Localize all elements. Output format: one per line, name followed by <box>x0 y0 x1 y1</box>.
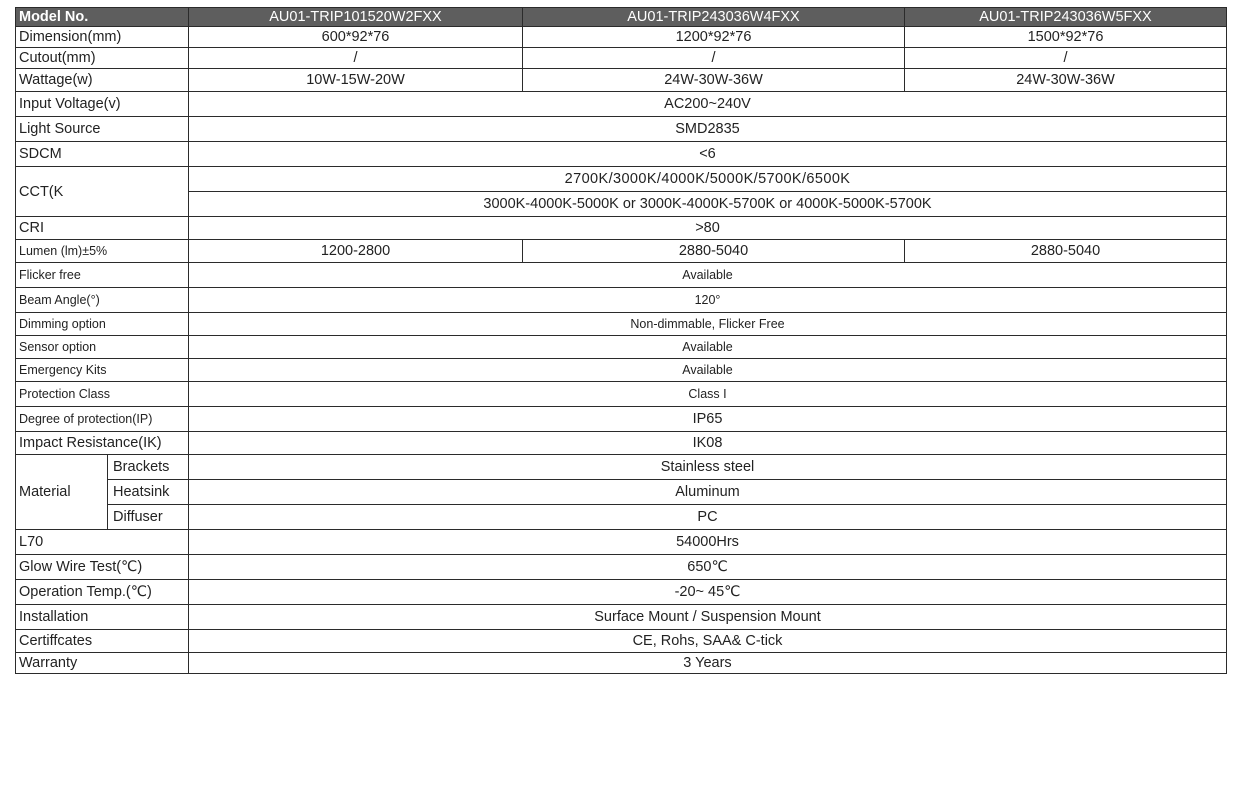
header-row <box>16 8 1227 27</box>
row-l70 <box>16 530 1227 555</box>
material-sub-label: Diffuser <box>108 505 189 530</box>
row-label: Degree of protection(IP) <box>16 407 189 432</box>
glow-wire-value: 650℃ <box>189 555 1227 580</box>
wattage-value-1: 10W-15W-20W <box>189 69 523 92</box>
dimension-value-1: 600*92*76 <box>189 27 523 48</box>
wattage-value-2: 24W-30W-36W <box>523 69 905 92</box>
row-label: Dimming option <box>16 313 189 336</box>
row-emergency <box>16 359 1227 382</box>
wattage-value-3: 24W-30W-36W <box>905 69 1227 92</box>
brackets-value: Stainless steel <box>189 455 1227 480</box>
row-cct <box>16 167 1227 192</box>
row-label: Light Source <box>16 117 189 142</box>
row-lumen <box>16 240 1227 263</box>
row-ik <box>16 432 1227 455</box>
lumen-value-2: 2880-5040 <box>523 240 905 263</box>
row-label: Emergency Kits <box>16 359 189 382</box>
row-glow-wire <box>16 555 1227 580</box>
cct-value-2: 3000K-4000K-5000K or 3000K-4000K-5700K or 4000K-5000K-5700K <box>189 192 1227 217</box>
beam-angle-value: 120° <box>189 288 1227 313</box>
row-light-source <box>16 117 1227 142</box>
row-label: CRI <box>16 217 189 240</box>
row-dimension <box>16 27 1227 48</box>
row-label: Impact Resistance(IK) <box>16 432 189 455</box>
row-material-heatsink <box>16 480 1227 505</box>
protection-class-value: Class I <box>189 382 1227 407</box>
row-cri <box>16 217 1227 240</box>
l70-value: 54000Hrs <box>189 530 1227 555</box>
sensor-value: Available <box>189 336 1227 359</box>
model-header-2: AU01-TRIP243036W4FXX <box>523 8 905 27</box>
cutout-value-1: / <box>189 48 523 69</box>
row-label: Cutout(mm) <box>16 48 189 69</box>
row-label: CCT(K <box>16 167 189 217</box>
diffuser-value: PC <box>189 505 1227 530</box>
row-input-voltage <box>16 92 1227 117</box>
row-wattage <box>16 69 1227 92</box>
row-sdcm <box>16 142 1227 167</box>
row-label: L70 <box>16 530 189 555</box>
row-label: Sensor option <box>16 336 189 359</box>
cct-value-1: 2700K/3000K/4000K/5000K/5700K/6500K <box>189 167 1227 192</box>
ip-value: IP65 <box>189 407 1227 432</box>
row-warranty <box>16 653 1227 674</box>
lumen-value-3: 2880-5040 <box>905 240 1227 263</box>
dimension-value-3: 1500*92*76 <box>905 27 1227 48</box>
row-dimming <box>16 313 1227 336</box>
ik-value: IK08 <box>189 432 1227 455</box>
input-voltage-value: AC200~240V <box>189 92 1227 117</box>
heatsink-value: Aluminum <box>189 480 1227 505</box>
sdcm-value: <6 <box>189 142 1227 167</box>
lumen-value-1: 1200-2800 <box>189 240 523 263</box>
dimension-value-2: 1200*92*76 <box>523 27 905 48</box>
row-material-diffuser <box>16 505 1227 530</box>
row-label: Certiffcates <box>16 630 189 653</box>
row-label: Warranty <box>16 653 189 674</box>
emergency-value: Available <box>189 359 1227 382</box>
row-operation-temp <box>16 580 1227 605</box>
certificates-value: CE, Rohs, SAA& C-tick <box>189 630 1227 653</box>
model-header-3: AU01-TRIP243036W5FXX <box>905 8 1227 27</box>
row-cutout <box>16 48 1227 69</box>
row-label: Installation <box>16 605 189 630</box>
material-sub-label: Heatsink <box>108 480 189 505</box>
cutout-value-3: / <box>905 48 1227 69</box>
row-label: Flicker free <box>16 263 189 288</box>
row-label: Dimension(mm) <box>16 27 189 48</box>
row-label: Protection Class <box>16 382 189 407</box>
row-label: Beam Angle(°) <box>16 288 189 313</box>
model-header-1: AU01-TRIP101520W2FXX <box>189 8 523 27</box>
row-material-brackets <box>16 455 1227 480</box>
cutout-value-2: / <box>523 48 905 69</box>
row-sensor <box>16 336 1227 359</box>
row-cct-options <box>16 192 1227 217</box>
dimming-value: Non-dimmable, Flicker Free <box>189 313 1227 336</box>
row-label: Operation Temp.(℃) <box>16 580 189 605</box>
flicker-value: Available <box>189 263 1227 288</box>
row-label: Lumen (lm)±5% <box>16 240 189 263</box>
spec-table <box>15 7 1227 674</box>
row-flicker <box>16 263 1227 288</box>
row-ip <box>16 407 1227 432</box>
row-installation <box>16 605 1227 630</box>
row-beam-angle <box>16 288 1227 313</box>
operation-temp-value: -20~ 45℃ <box>189 580 1227 605</box>
light-source-value: SMD2835 <box>189 117 1227 142</box>
row-label: Material <box>16 455 108 530</box>
model-no-header: Model No. <box>16 8 189 27</box>
row-label: Glow Wire Test(℃) <box>16 555 189 580</box>
row-certificates <box>16 630 1227 653</box>
row-label: Wattage(w) <box>16 69 189 92</box>
cri-value: >80 <box>189 217 1227 240</box>
row-label: Input Voltage(v) <box>16 92 189 117</box>
row-label: SDCM <box>16 142 189 167</box>
material-sub-label: Brackets <box>108 455 189 480</box>
row-protection-class <box>16 382 1227 407</box>
warranty-value: 3 Years <box>189 653 1227 674</box>
installation-value: Surface Mount / Suspension Mount <box>189 605 1227 630</box>
